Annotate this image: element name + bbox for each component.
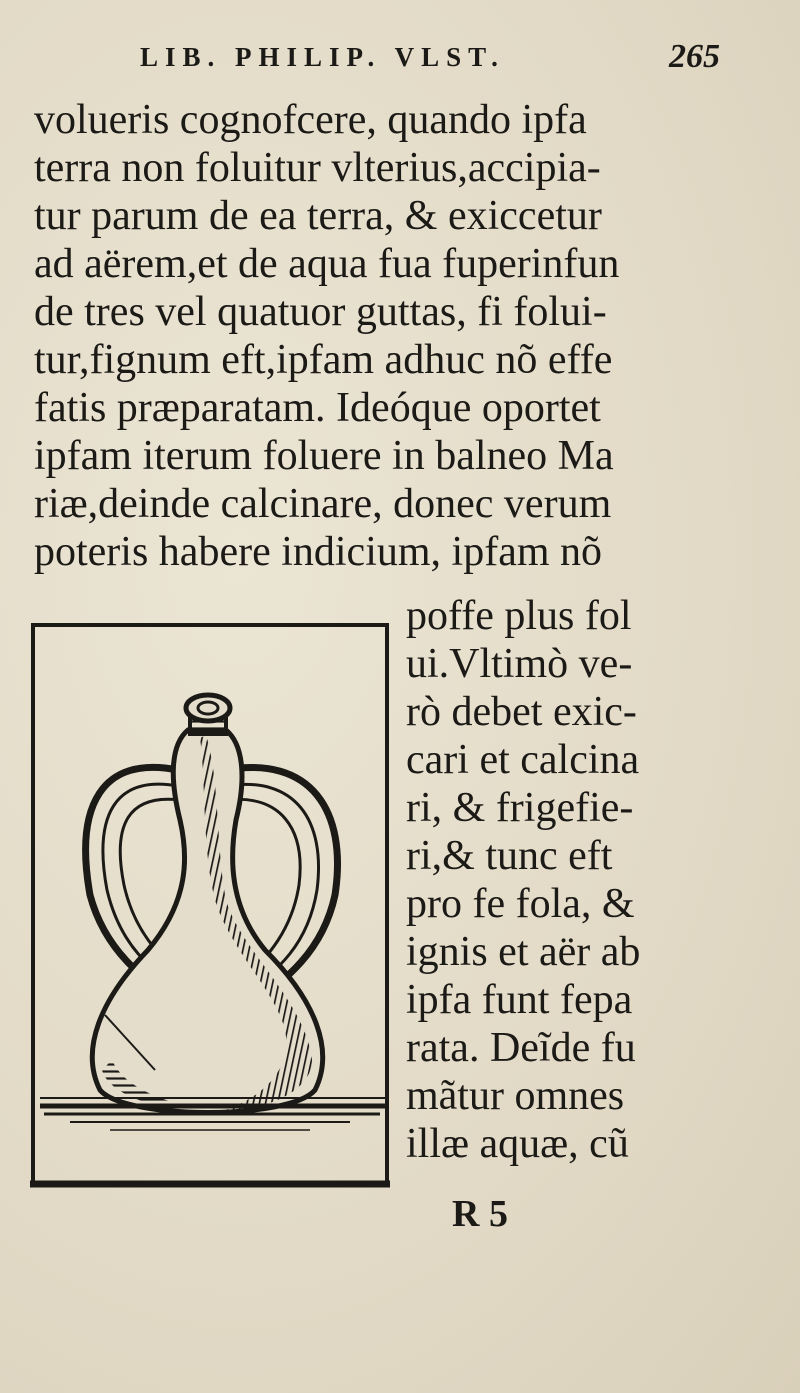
side-text-line: cari et calcina xyxy=(406,737,640,783)
side-text-line: rata. Deĩde fu xyxy=(406,1025,636,1071)
side-text-line: ri,& tunc eft xyxy=(406,833,613,879)
signature-mark: R 5 xyxy=(452,1193,508,1235)
text-line: poteris habere indicium, ipfam nõ xyxy=(34,529,603,575)
side-text-line: poffe plus fol xyxy=(406,593,632,639)
text-line: volueris cognofcere, quando ipfa xyxy=(34,97,587,143)
text-line: terra non foluitur vlterius,accipia- xyxy=(34,145,601,191)
side-text-line: rò debet exic- xyxy=(406,689,637,735)
side-text-line: ipfa funt fepa xyxy=(406,977,633,1023)
text-line: de tres vel quatuor guttas, fi folui- xyxy=(34,289,607,335)
flask-neck-and-stopper xyxy=(186,695,230,734)
side-text-line: ui.Vltimò ve- xyxy=(406,641,633,687)
side-text-line: illæ aquæ, cũ xyxy=(406,1121,629,1167)
side-text-line: ignis et aër ab xyxy=(406,929,641,975)
page-number: 265 xyxy=(669,38,720,75)
running-title: LIB. PHILIP. VLST. xyxy=(140,42,505,72)
text-line: tur parum de ea terra, & exiccetur xyxy=(34,193,602,239)
side-text-line: mãtur omnes xyxy=(406,1073,625,1119)
flask-woodcut-figure xyxy=(30,620,392,1194)
running-head xyxy=(140,38,720,82)
side-text-line: ri, & frigefie- xyxy=(406,785,634,831)
text-line: fatis præparatam. Ideóque oportet xyxy=(34,385,601,431)
text-line: tur,fignum eft,ipfam adhuc nõ effe xyxy=(34,337,613,383)
text-line: ad aërem,et de aqua fua fuperinfun xyxy=(34,241,620,287)
text-line: ipfam iterum foluere in balneo Ma xyxy=(34,433,614,479)
side-text-line: pro fe fola, & xyxy=(406,881,635,927)
text-line: riæ,deinde calcinare, donec verum xyxy=(34,481,612,527)
